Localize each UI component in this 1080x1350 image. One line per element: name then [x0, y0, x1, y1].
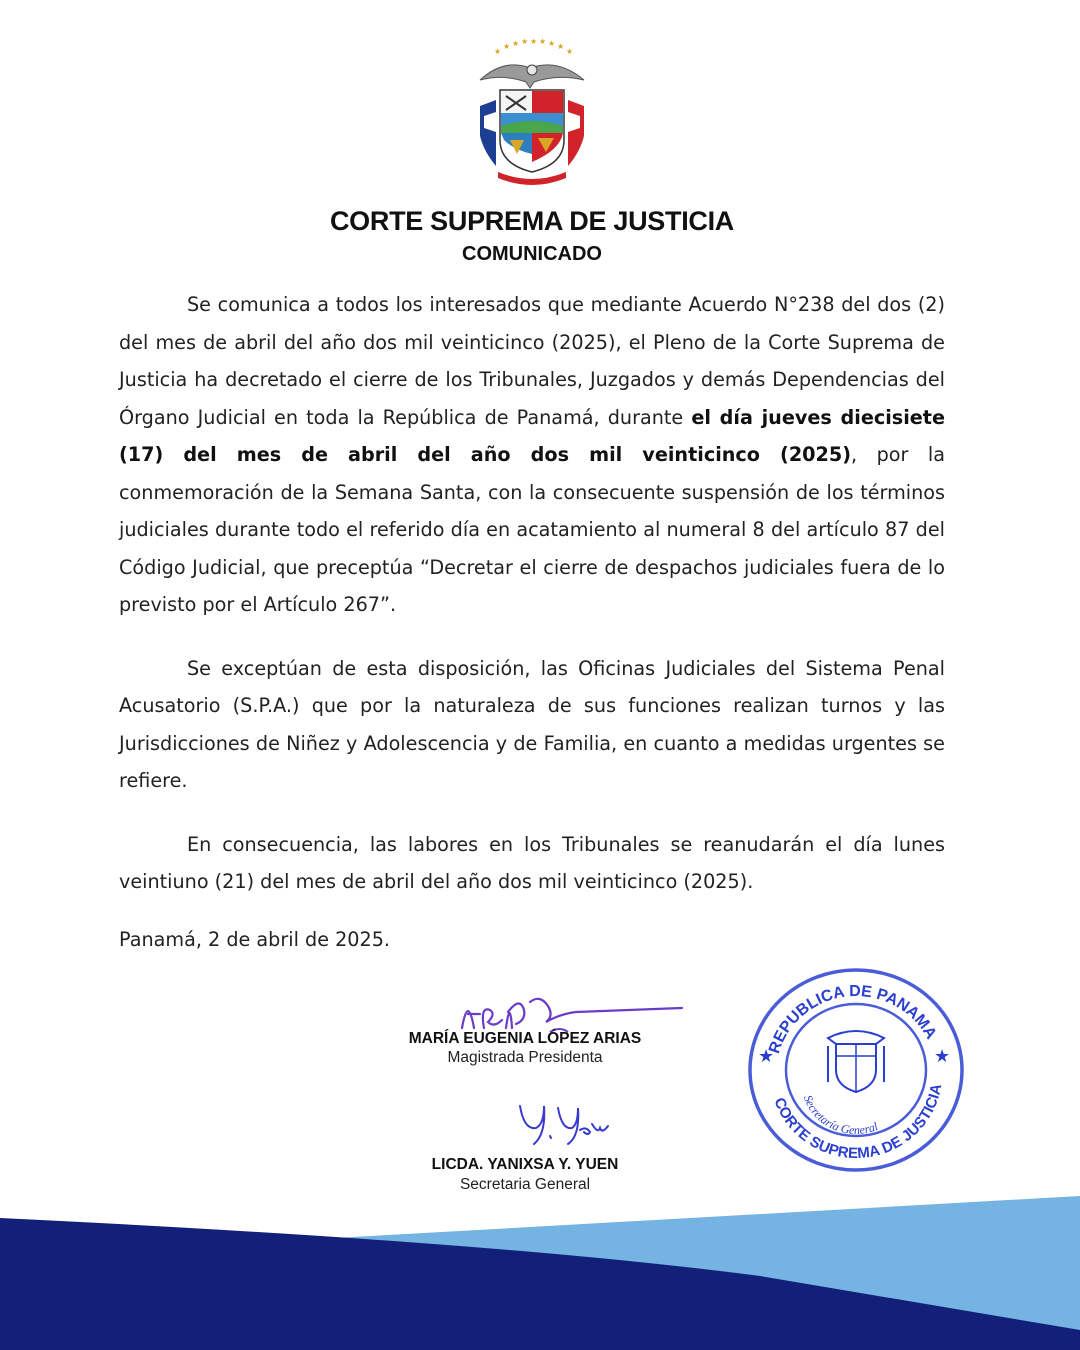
communique-body	[119, 286, 945, 958]
svg-text:★: ★	[557, 42, 565, 51]
official-stamp-seal	[744, 964, 966, 1174]
signatory-2-role: Secretaria General	[459, 1176, 591, 1193]
svg-text:★: ★	[503, 42, 511, 51]
panama-coat-of-arms-emblem	[474, 36, 590, 186]
svg-text:★: ★	[521, 37, 529, 46]
signatory-1-role: Magistrada Presidenta	[447, 1049, 603, 1066]
date-line: Panamá, 2 de abril de 2025.	[119, 927, 391, 951]
svg-text:Secretaría General: Secretaría General	[800, 1093, 880, 1138]
signature-2-handwritten	[514, 1100, 614, 1146]
paragraph-1	[119, 286, 945, 624]
footer-decorative-band	[0, 1190, 1080, 1350]
paragraph-3: En consecuencia, las labores en los Tribunales se reanudarán el día lunes veintiuno (21) del mes de abril del año dos mil veinticinco (2025).	[119, 832, 945, 893]
svg-text:★: ★	[934, 1046, 951, 1067]
paragraph-1-text-b: , por la conmemoración de la Semana Santa, con la consecuente suspensión de los términos judiciales durante todo el referido día en acatamiento al numeral 8 del artículo 87 del Código Judicial, que preceptúa “Decretar el cierre de despachos judiciales fuera de lo previsto por el Artículo 267”.	[119, 443, 945, 616]
page-subtitle: COMUNICADO	[462, 243, 602, 265]
svg-text:CORTE SUPREMA DE JUSTICIA: CORTE SUPREMA DE JUSTICIA	[770, 1082, 946, 1163]
svg-text:★: ★	[530, 37, 538, 46]
svg-text:★: ★	[758, 1046, 775, 1067]
svg-text:★: ★	[548, 39, 556, 48]
paragraph-1-bold-date: el día jueves diecisiete (17) del mes de abril del año dos mil veinticinco (2025)	[119, 405, 945, 466]
paragraph-2: Se exceptúan de esta disposición, las Oficinas Judiciales del Sistema Penal Acusatorio (S.P.A.) que por la naturaleza de sus funciones realizan turnos y las Jurisdicciones de Niñez y Adolescencia y de Familia, en cuanto a medidas urgentes se refiere.	[119, 656, 945, 792]
svg-text:REPUBLICA DE PANAMA: REPUBLICA DE PANAMA	[766, 982, 940, 1056]
signatory-1-name: MARÍA EUGENIA LÓPEZ ARIAS	[408, 1030, 642, 1047]
svg-text:★: ★	[494, 47, 502, 56]
svg-text:★: ★	[566, 47, 574, 56]
paragraph-1-text-a: Se comunica a todos los interesados que mediante Acuerdo N°238 del dos (2) del mes de abril del año dos mil veinticinco (2025), el Pleno de la Corte Suprema de Justicia ha decretado el cierre de los Tribunales, Juzgados y demás Dependencias del Órgano Judicial en toda la República de Panamá, durante	[119, 293, 945, 429]
svg-text:★: ★	[539, 37, 547, 46]
signatory-2-name: LICDA. YANIXSA Y. YUEN	[431, 1156, 619, 1173]
page-title: CORTE SUPREMA DE JUSTICIA	[329, 206, 735, 236]
svg-text:★: ★	[512, 39, 520, 48]
